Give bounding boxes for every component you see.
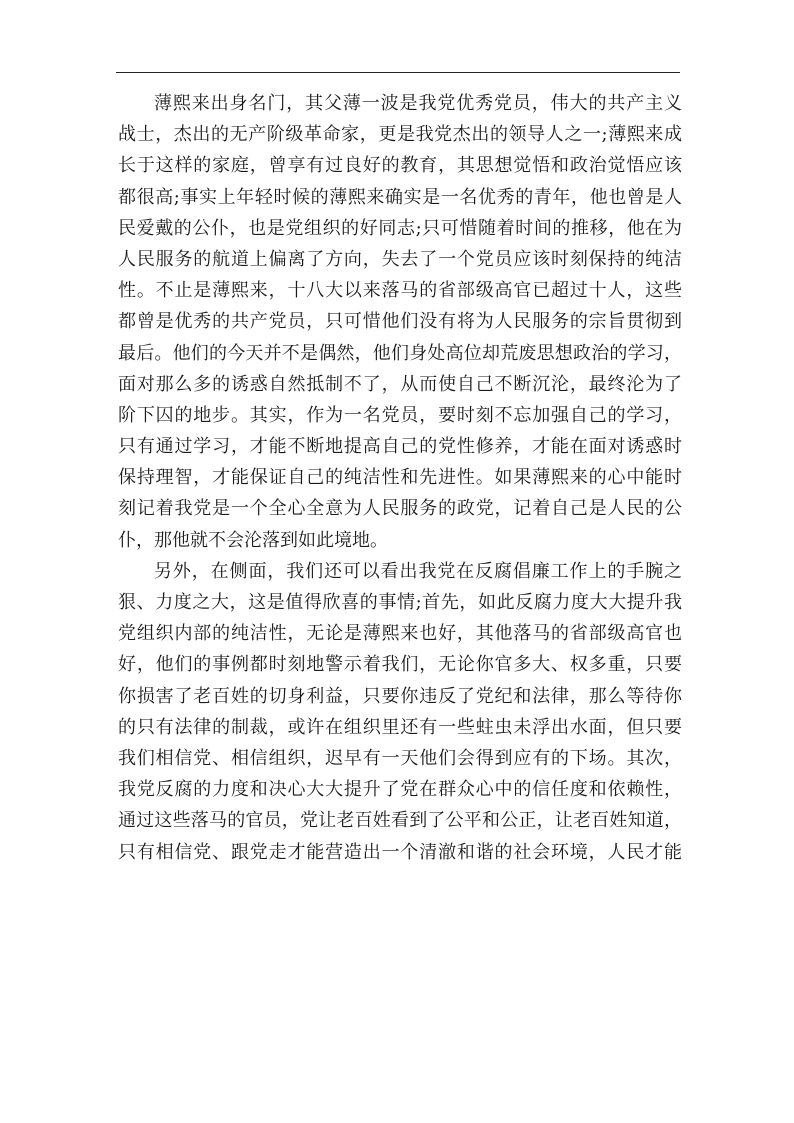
paragraph-2: [118, 556, 682, 868]
text-line: 通过这些落马的官员，党让老百姓看到了公平和公正，让老百姓知道，: [118, 810, 682, 832]
text-line: 我们相信党、相信组织，迟早有一天他们会得到应有的下场。其次，: [118, 747, 682, 769]
text-line: 最后。他们的今天并不是偶然，他们身处高位却荒废思想政治的学习，: [118, 342, 682, 364]
text-line: 仆，那他就不会沦落到如此境地。: [118, 529, 388, 551]
text-line: 狠、力度之大，这是值得欣喜的事情;首先，如此反腐力度大大提升我: [118, 592, 682, 613]
paragraph-1: [118, 88, 682, 556]
text-line: 刻记着我党是一个全心全意为人民服务的政党，记着自己是人民的公: [118, 498, 682, 520]
text-line: 只有通过学习，才能不断地提高自己的党性修养，才能在面对诱惑时: [118, 436, 682, 458]
text-line: 性。不止是薄熙来，十八大以来落马的省部级高官已超过十人，这些: [118, 280, 682, 302]
text-line: 阶下囚的地步。其实，作为一名党员，要时刻不忘加强自己的学习，: [118, 404, 682, 426]
text-line: 你损害了老百姓的切身利益，只要你违反了党纪和法律，那么等待你: [118, 685, 682, 707]
text-line: 只有相信党、跟党走才能营造出一个清澈和谐的社会环境，人民才能: [118, 841, 682, 863]
document-body: [118, 88, 682, 868]
text-line: 保持理智，才能保证自己的纯洁性和先进性。如果薄熙来的心中能时: [118, 467, 682, 489]
text-line: 战士，杰出的无产阶级革命家，更是我党杰出的领导人之一;薄熙来成: [118, 124, 682, 146]
text-line: 另外，在侧面，我们还可以看出我党在反腐倡廉工作上的手腕之: [154, 560, 682, 582]
text-line: 都曾是优秀的共产党员，只可惜他们没有将为人民服务的宗旨贯彻到: [118, 311, 682, 333]
text-line: 我党反腐的力度和决心大大提升了党在群众心中的信任度和依赖性，: [118, 779, 682, 801]
text-line: 民爱戴的公仆，也是党组织的好同志;只可惜随着时间的推移，他在为: [118, 217, 682, 239]
text-line: 人民服务的航道上偏离了方向，失去了一个党员应该时刻保持的纯洁: [118, 248, 682, 270]
text-line: 党组织内部的纯洁性，无论是薄熙来也好，其他落马的省部级高官也: [118, 623, 682, 645]
header-rule: [116, 72, 680, 73]
text-line: 面对那么多的诱惑自然抵制不了，从而使自己不断沉沦，最终沦为了: [118, 373, 682, 395]
text-line: 长于这样的家庭，曾享有过良好的教育，其思想觉悟和政治觉悟应该: [118, 155, 682, 177]
text-line: 好，他们的事例都时刻地警示着我们，无论你官多大、权多重，只要: [118, 654, 682, 676]
text-line: 薄熙来出身名门，其父薄一波是我党优秀党员，伟大的共产主义: [154, 93, 682, 114]
text-line: 的只有法律的制裁，或许在组织里还有一些蛀虫未浮出水面，但只要: [118, 716, 682, 738]
text-line: 都很高;事实上年轻时候的薄熙来确实是一名优秀的青年，他也曾是人: [118, 186, 682, 208]
